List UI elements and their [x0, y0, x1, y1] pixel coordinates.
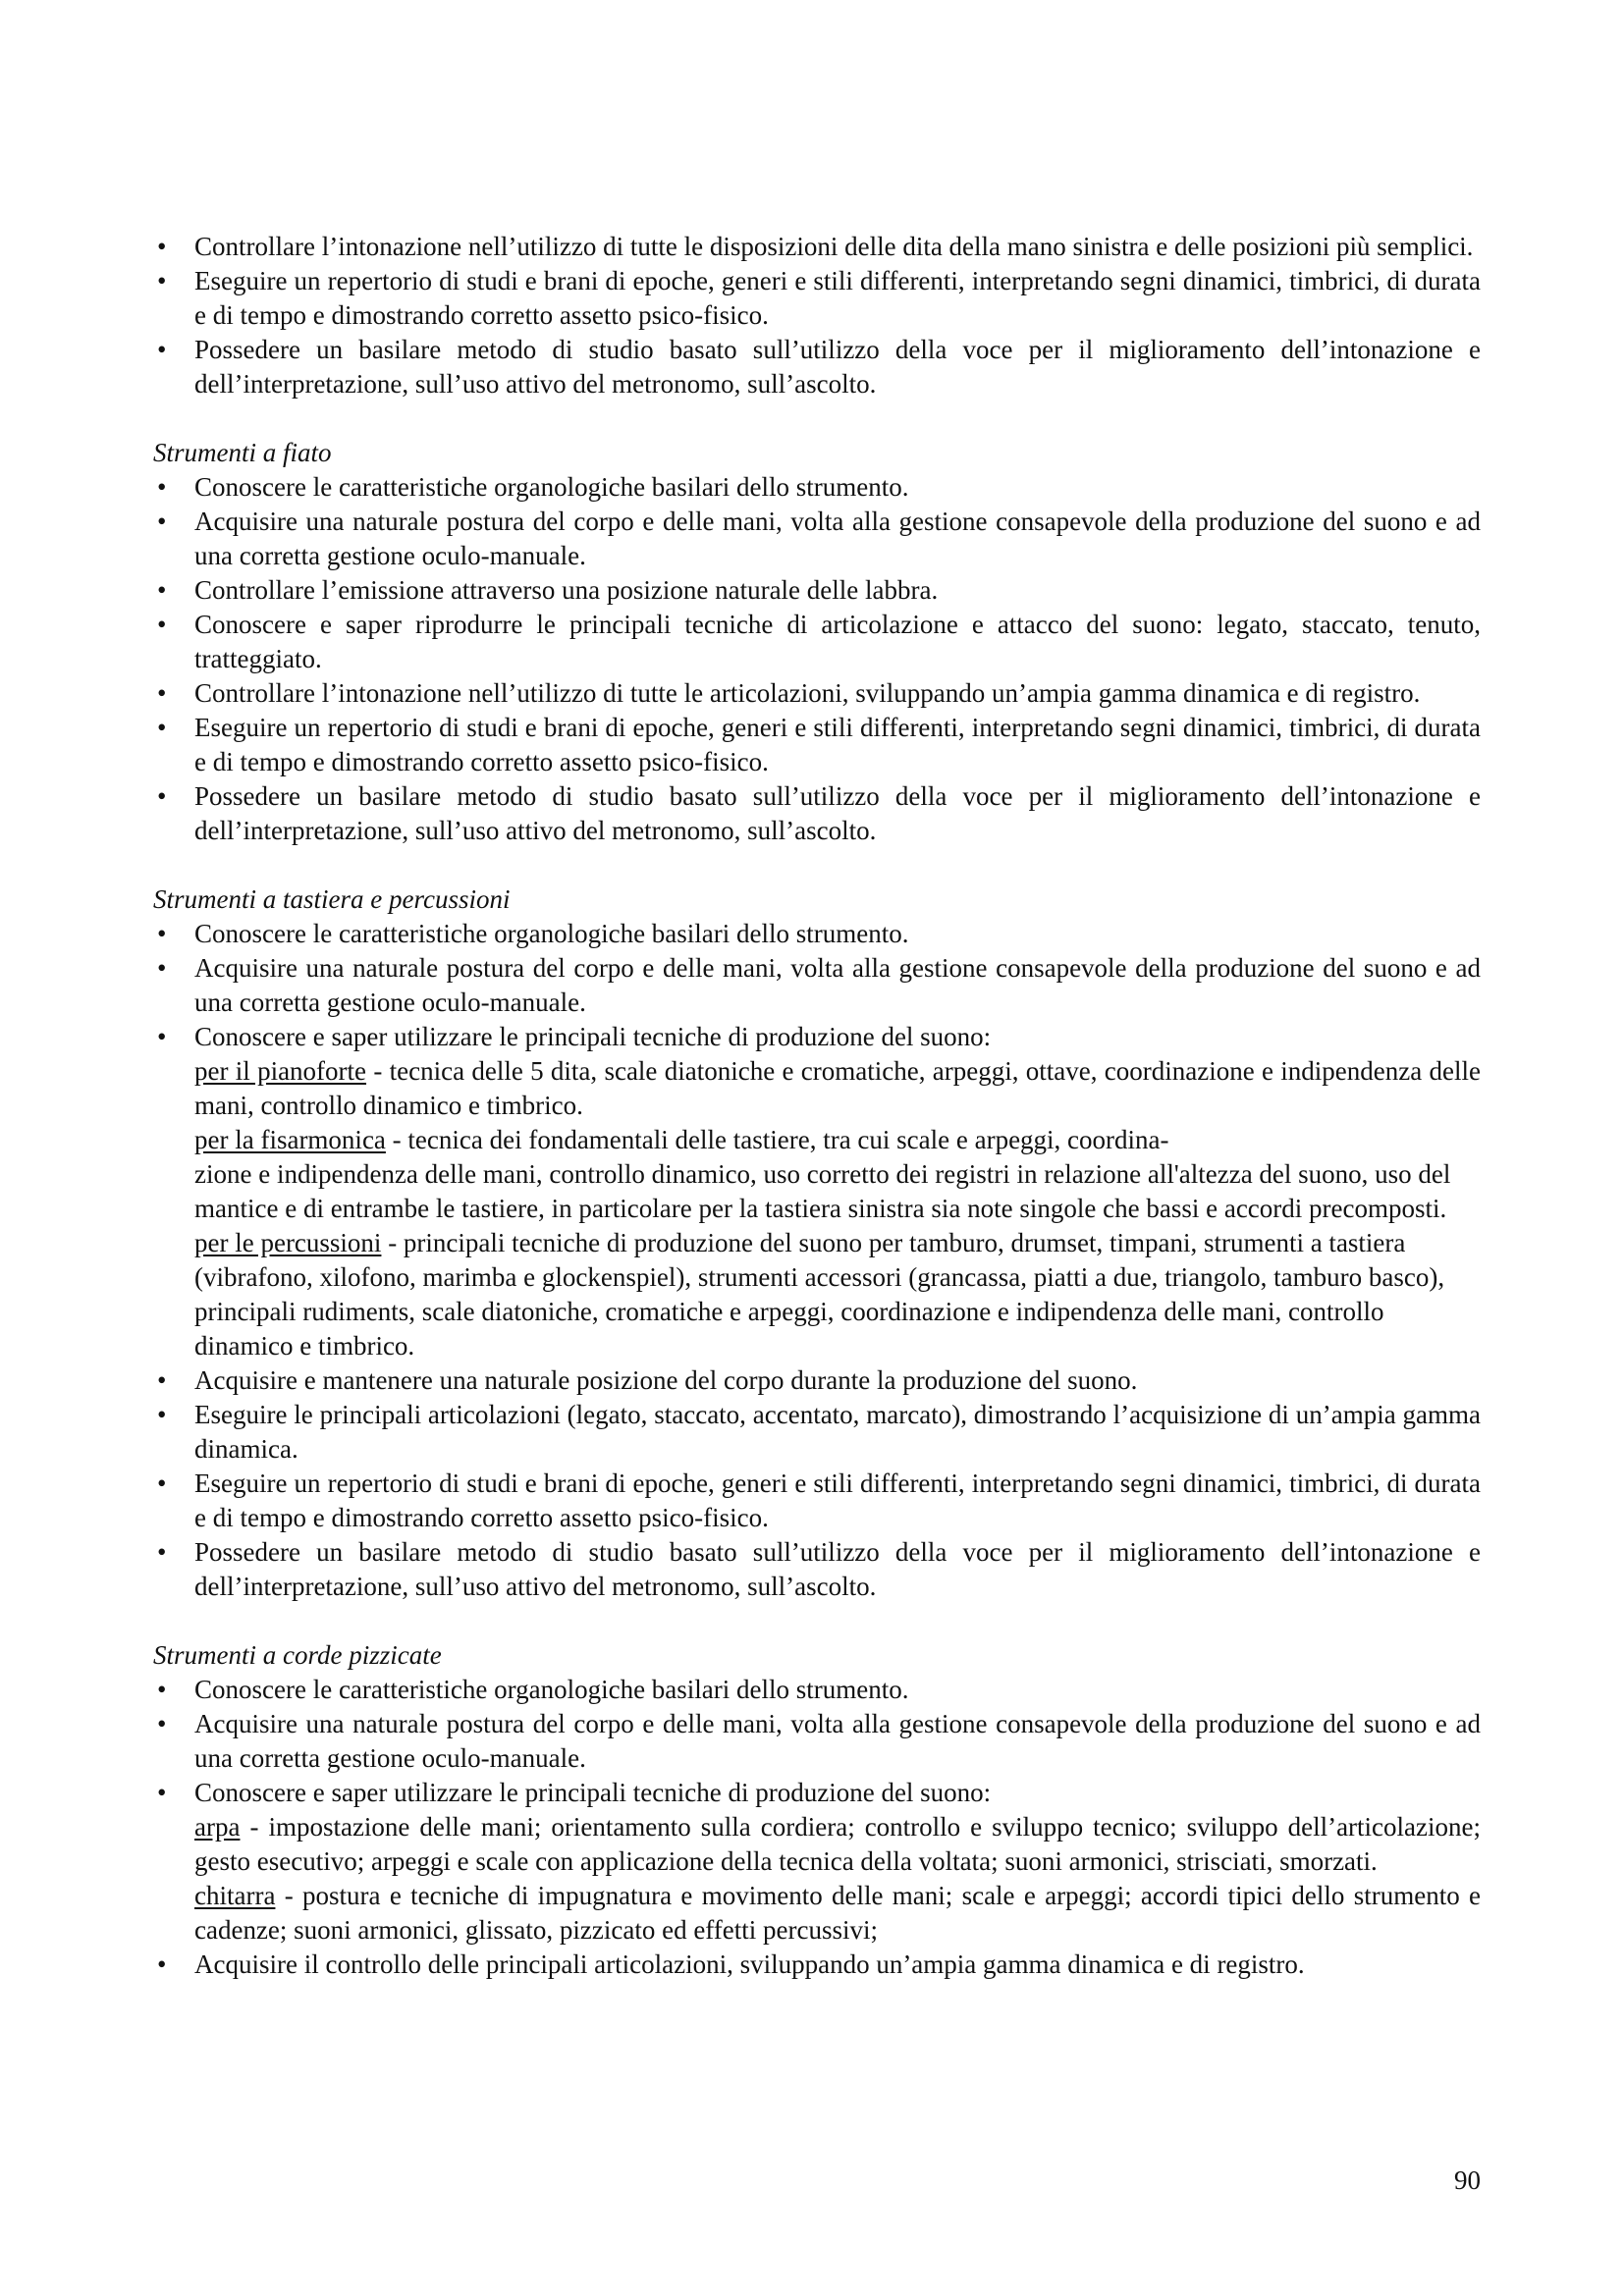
sub-item-chitarra: [194, 1879, 1481, 1948]
list-item: [153, 1020, 1481, 1363]
sub-item-label: arpa: [194, 1812, 241, 1842]
section-heading-tastiera: Strumenti a tastiera e percussioni: [153, 884, 511, 914]
sub-item-arpa: [194, 1810, 1481, 1879]
list-item: • Eseguire un repertorio di studi e brani di epoche, generi e stili differenti, interpretando segni dinamici, timbrici, di durata e di tempo e dimostrando corretto assetto psico-fisico.: [153, 264, 1481, 333]
sub-item-pianoforte: [194, 1054, 1481, 1123]
sub-item-label: per le percussioni: [194, 1228, 382, 1257]
intro-list: [153, 230, 1481, 401]
list-item-intro: Conoscere e saper utilizzare le principali tecniche di produzione del suono:: [194, 1778, 992, 1807]
sub-item-fisarmonica: [194, 1123, 1481, 1157]
list-item: • Acquisire una naturale postura del corpo e delle mani, volta alla gestione consapevole della produzione del suono e ad una corretta gestione oculo-manuale.: [153, 505, 1481, 573]
sub-item-text: - tecnica delle 5 dita, scale diatoniche e cromatiche, arpeggi, ottave, coordinazione e indipendenza delle mani, controllo dinamico e timbrico.: [194, 1056, 1481, 1120]
corde-list: [153, 1673, 1481, 1982]
sub-item-percussioni: [194, 1226, 1481, 1363]
section-heading-corde: Strumenti a corde pizzicate: [153, 1640, 442, 1670]
sub-item-label: per la fisarmonica: [194, 1125, 386, 1154]
sub-item-label: chitarra: [194, 1881, 276, 1910]
list-item: • Acquisire una naturale postura del corpo e delle mani, volta alla gestione consapevole della produzione del suono e ad una corretta gestione oculo-manuale.: [153, 951, 1481, 1020]
sub-item-text: - impostazione delle mani; orientamento sulla cordiera; controllo e sviluppo tecnico; sviluppo dell’articolazione; gesto esecutivo; arpeggi e scale con applicazione della tecnica della voltata; suoni armonici, strisciati, smorzati.: [194, 1812, 1481, 1876]
list-item: • Acquisire e mantenere una naturale posizione del corpo durante la produzione del suono.: [153, 1363, 1481, 1398]
list-item: • Controllare l’intonazione nell’utilizzo di tutte le disposizioni delle dita della mano sinistra e delle posizioni più semplici.: [153, 230, 1481, 264]
list-item-intro: Conoscere e saper utilizzare le principali tecniche di produzione del suono:: [194, 1022, 992, 1051]
list-item: • Eseguire un repertorio di studi e brani di epoche, generi e stili differenti, interpretando segni dinamici, timbrici, di durata e di tempo e dimostrando corretto assetto psico-fisico.: [153, 1467, 1481, 1535]
sub-item-text: - postura e tecniche di impugnatura e movimento delle mani; scale e arpeggi; accordi tipici dello strumento e cadenze; suoni armonici, glissato, pizzicato ed effetti percussivi;: [194, 1881, 1481, 1945]
list-item: • Acquisire una naturale postura del corpo e delle mani, volta alla gestione consapevole della produzione del suono e ad una corretta gestione oculo-manuale.: [153, 1707, 1481, 1776]
list-item: • Possedere un basilare metodo di studio basato sull’utilizzo della voce per il miglioramento dell’intonazione e dell’interpretazione, sull’uso attivo del metronomo, sull’ascolto.: [153, 333, 1481, 401]
sub-item-label: per il pianoforte: [194, 1056, 367, 1086]
list-item: • Possedere un basilare metodo di studio basato sull’utilizzo della voce per il miglioramento dell’intonazione e dell’interpretazione, sull’uso attivo del metronomo, sull’ascolto.: [153, 1535, 1481, 1604]
list-item: • Conoscere e saper riprodurre le principali tecniche di articolazione e attacco del suono: legato, staccato, tenuto, tratteggiato.: [153, 608, 1481, 676]
list-item: • Acquisire il controllo delle principali articolazioni, sviluppando un’ampia gamma dinamica e di registro.: [153, 1948, 1481, 1982]
list-item: • Controllare l’emissione attraverso una posizione naturale delle labbra.: [153, 573, 1481, 608]
list-item: [153, 1776, 1481, 1948]
list-item: • Conoscere le caratteristiche organologiche basilari dello strumento.: [153, 470, 1481, 505]
sub-item-text: - principali tecniche di produzione del suono per tamburo, drumset, timpani, strumenti a tastiera (vibrafono, xilofono, marimba e glockenspiel), strumenti accessori (grancassa, piatti a due, triangolo, tamburo basco), principali rudiments, scale diatoniche, cromatiche e arpeggi, coordinazione e indipendenza delle mani, controllo dinamico e timbrico.: [194, 1228, 1445, 1361]
sub-item-text: - tecnica dei fondamentali delle tastiere, tra cui scale e arpeggi, coordina-: [385, 1125, 1169, 1154]
list-item: • Controllare l’intonazione nell’utilizzo di tutte le articolazioni, sviluppando un’ampia gamma dinamica e di registro.: [153, 676, 1481, 711]
list-item: • Conoscere le caratteristiche organologiche basilari dello strumento.: [153, 1673, 1481, 1707]
section-heading-fiato: Strumenti a fiato: [153, 438, 332, 467]
list-item: • Conoscere le caratteristiche organologiche basilari dello strumento.: [153, 917, 1481, 951]
tastiera-list: [153, 917, 1481, 1604]
page-number: 90: [1454, 2165, 1481, 2195]
list-item: • Possedere un basilare metodo di studio basato sull’utilizzo della voce per il miglioramento dell’intonazione e dell’interpretazione, sull’uso attivo del metronomo, sull’ascolto.: [153, 779, 1481, 848]
list-item: • Eseguire le principali articolazioni (legato, staccato, accentato, marcato), dimostrando l’acquisizione di un’ampia gamma dinamica.: [153, 1398, 1481, 1467]
fiato-list: [153, 470, 1481, 848]
list-item: • Eseguire un repertorio di studi e brani di epoche, generi e stili differenti, interpretando segni dinamici, timbrici, di durata e di tempo e dimostrando corretto assetto psico-fisico.: [153, 711, 1481, 779]
document-page: [153, 230, 1481, 1982]
sub-item-fisarmonica-continued: zione e indipendenza delle mani, controllo dinamico, uso corretto dei registri in relazione all'altezza del suono, uso del mantice e di entrambe le tastiere, in particolare per la tastiera sinistra sia note singole che bassi e accordi precomposti.: [194, 1159, 1451, 1223]
